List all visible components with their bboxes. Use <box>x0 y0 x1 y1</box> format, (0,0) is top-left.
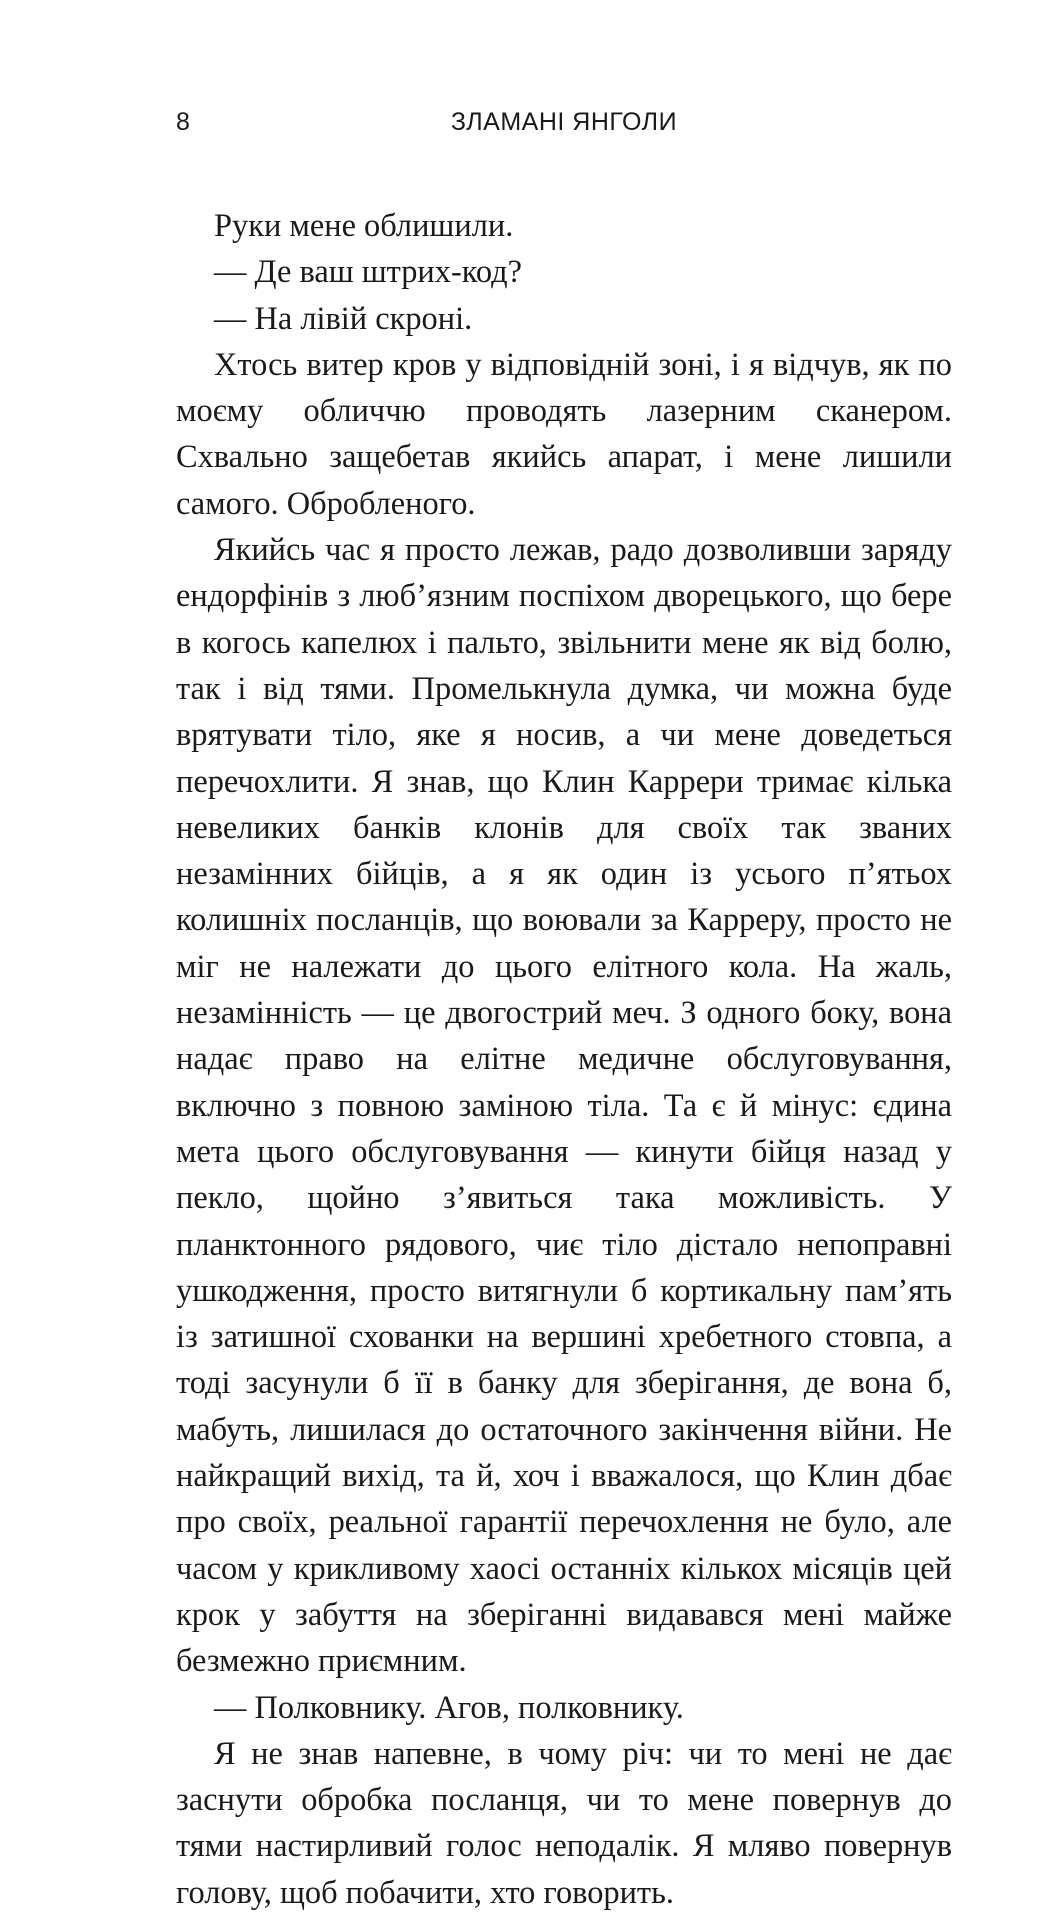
page-number: 8 <box>176 108 190 136</box>
paragraph: — На лівій скроні. <box>214 300 473 337</box>
book-title: ЗЛАМАНІ ЯНГОЛИ <box>450 108 678 136</box>
body-text <box>176 203 952 1916</box>
running-head <box>176 108 952 148</box>
paragraph: Якийсь час я просто лежав, радо дозволивши заряду ендорфінів з люб’язним поспіхом дворецького, що бере в когось капелюх і пальто, звільнити мене як від болю, так і від тями. Промелькнула думка, чи можна буде врятувати тіло, яке я носив, а чи мене доведеться перечохлити. Я знав, що Клин Каррери тримає кілька невеликих банків клонів для своїх так званих незамінних бійців, а я як один із усього п’ятьох колишніх посланців, що воювали за Каррeру, просто не міг не належати до цього елітного кола. На жаль, незамінність — це двогострий меч. З одного боку, вона надає право на елітне медичне обслуговування, включно з повною заміною тіла. Та є й мінус: єдина мета цього обслуговування — кинути бійця назад у пекло, щойно з’явиться така можливість. У планктонного рядового, чиє тіло дістало непоправні ушкодження, просто витягнули б кортикальну пам’ять із затишної схованки на вершині хребетного стовпа, а тоді засунули б її в банку для зберігання, де вона б, мабуть, лишилася до остаточного закінчення війни. Не найкращий вихід, та й, хоч і вважалося, що Клин дбає про своїх, реальної гарантії перечохлення не було, але часом у крикливому хаосі останніх кількох місяців цей крок у забуття на зберіганні видавався мені майже безмежно приємним. <box>176 532 952 1680</box>
paragraph: Хтось витер кров у відповідній зоні, і я відчув, як по моєму обличчю проводять лазерним сканером. Схвально защебетав якийсь апарат, і мене лишили самого. Обробленого. <box>176 346 952 522</box>
paragraph: — Де ваш штрих-код? <box>214 254 522 291</box>
paragraph: Руки мене облишили. <box>214 208 514 244</box>
paragraph: Я не знав напевне, в чому річ: чи то мені не дає заснути обробка посланця, чи то мене повернув до тями настирливий голос неподалік. Я мляво повернув голову, щоб побачити, хто говорить. <box>176 1735 952 1911</box>
paragraph: — Полковнику. Агов, полковнику. <box>214 1689 684 1726</box>
